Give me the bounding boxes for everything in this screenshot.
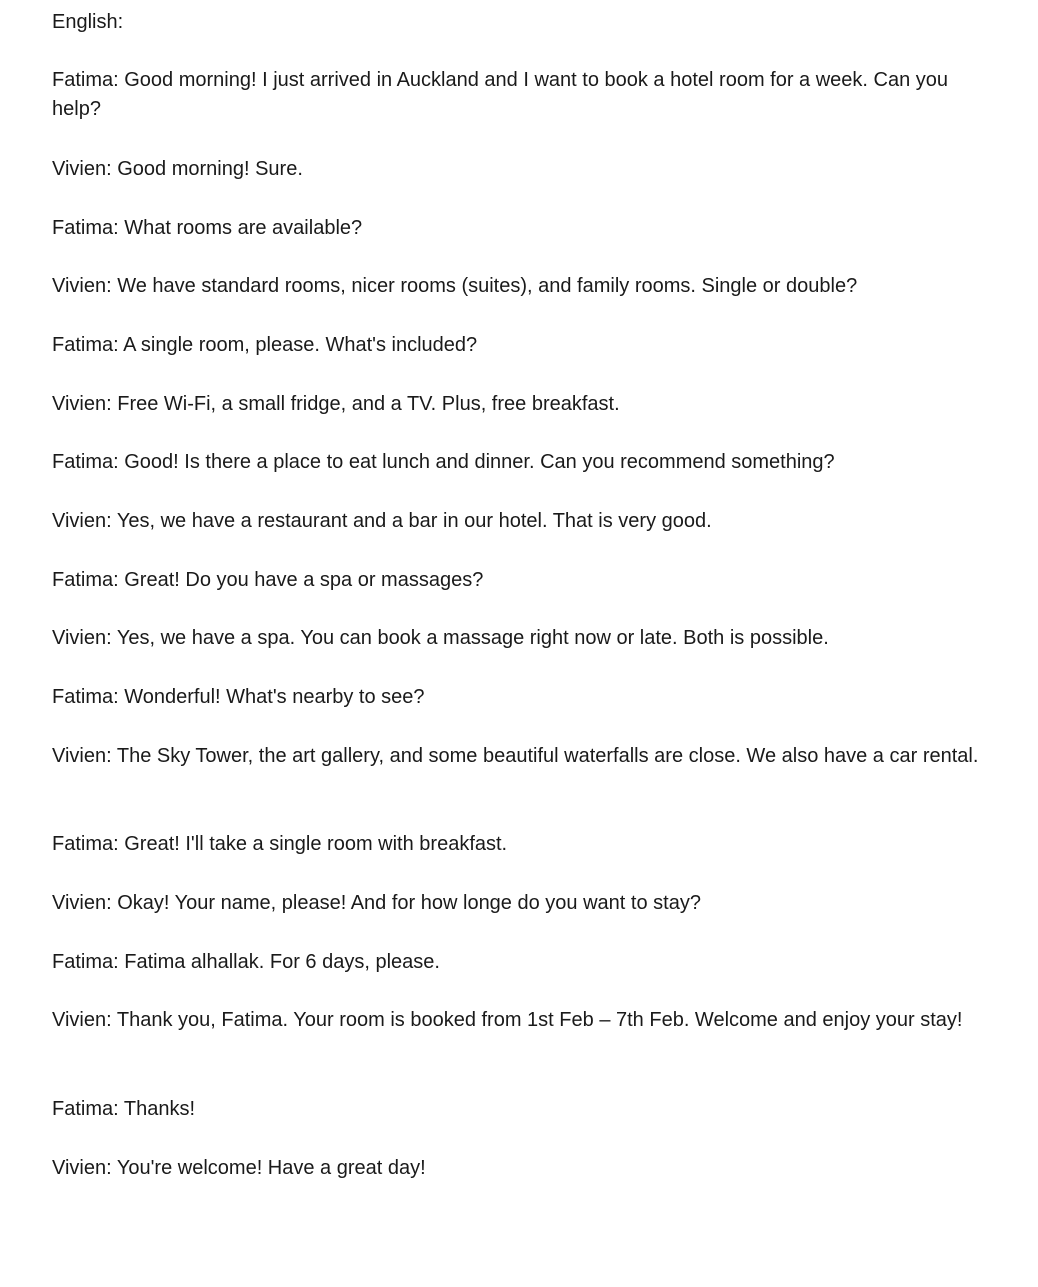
dialogue-line: Fatima: Thanks! (52, 1098, 196, 1120)
dialogue-line: Vivien: The Sky Tower, the art gallery, and some beautiful waterfalls are close. We also have a car rental. (52, 745, 979, 767)
dialogue-line: Fatima: What rooms are available? (52, 217, 363, 239)
dialogue-line: Vivien: Thank you, Fatima. Your room is booked from 1st Feb – 7th Feb. Welcome and enjoy your stay! (52, 1009, 963, 1031)
dialogue-line: Fatima: Great! I'll take a single room with breakfast. (52, 833, 508, 855)
dialogue-line: Vivien: Yes, we have a restaurant and a bar in our hotel. That is very good. (52, 510, 712, 532)
dialogue-line: Fatima: A single room, please. What's included? (52, 334, 478, 356)
dialogue-line: Fatima: Great! Do you have a spa or massages? (52, 569, 484, 591)
dialogue-line: Vivien: Free Wi-Fi, a small fridge, and a TV. Plus, free breakfast. (52, 393, 620, 415)
document-heading: English: (52, 11, 124, 33)
dialogue-line: Fatima: Good morning! I just arrived in Auckland and I want to book a hotel room for a week. Can you help? (52, 69, 949, 120)
dialogue-line: Fatima: Good! Is there a place to eat lunch and dinner. Can you recommend something? (52, 451, 835, 473)
dialogue-line: Vivien: You're welcome! Have a great day! (52, 1157, 426, 1179)
dialogue-line: Vivien: Yes, we have a spa. You can book a massage right now or late. Both is possible. (52, 627, 829, 649)
dialogue-line: Vivien: We have standard rooms, nicer rooms (suites), and family rooms. Single or double? (52, 275, 858, 297)
dialogue-line: Fatima: Wonderful! What's nearby to see? (52, 686, 425, 708)
dialogue-line: Vivien: Okay! Your name, please! And for how longe do you want to stay? (52, 892, 701, 914)
dialogue-line: Vivien: Good morning! Sure. (52, 158, 303, 180)
dialogue-line: Fatima: Fatima alhallak. For 6 days, please. (52, 951, 440, 973)
